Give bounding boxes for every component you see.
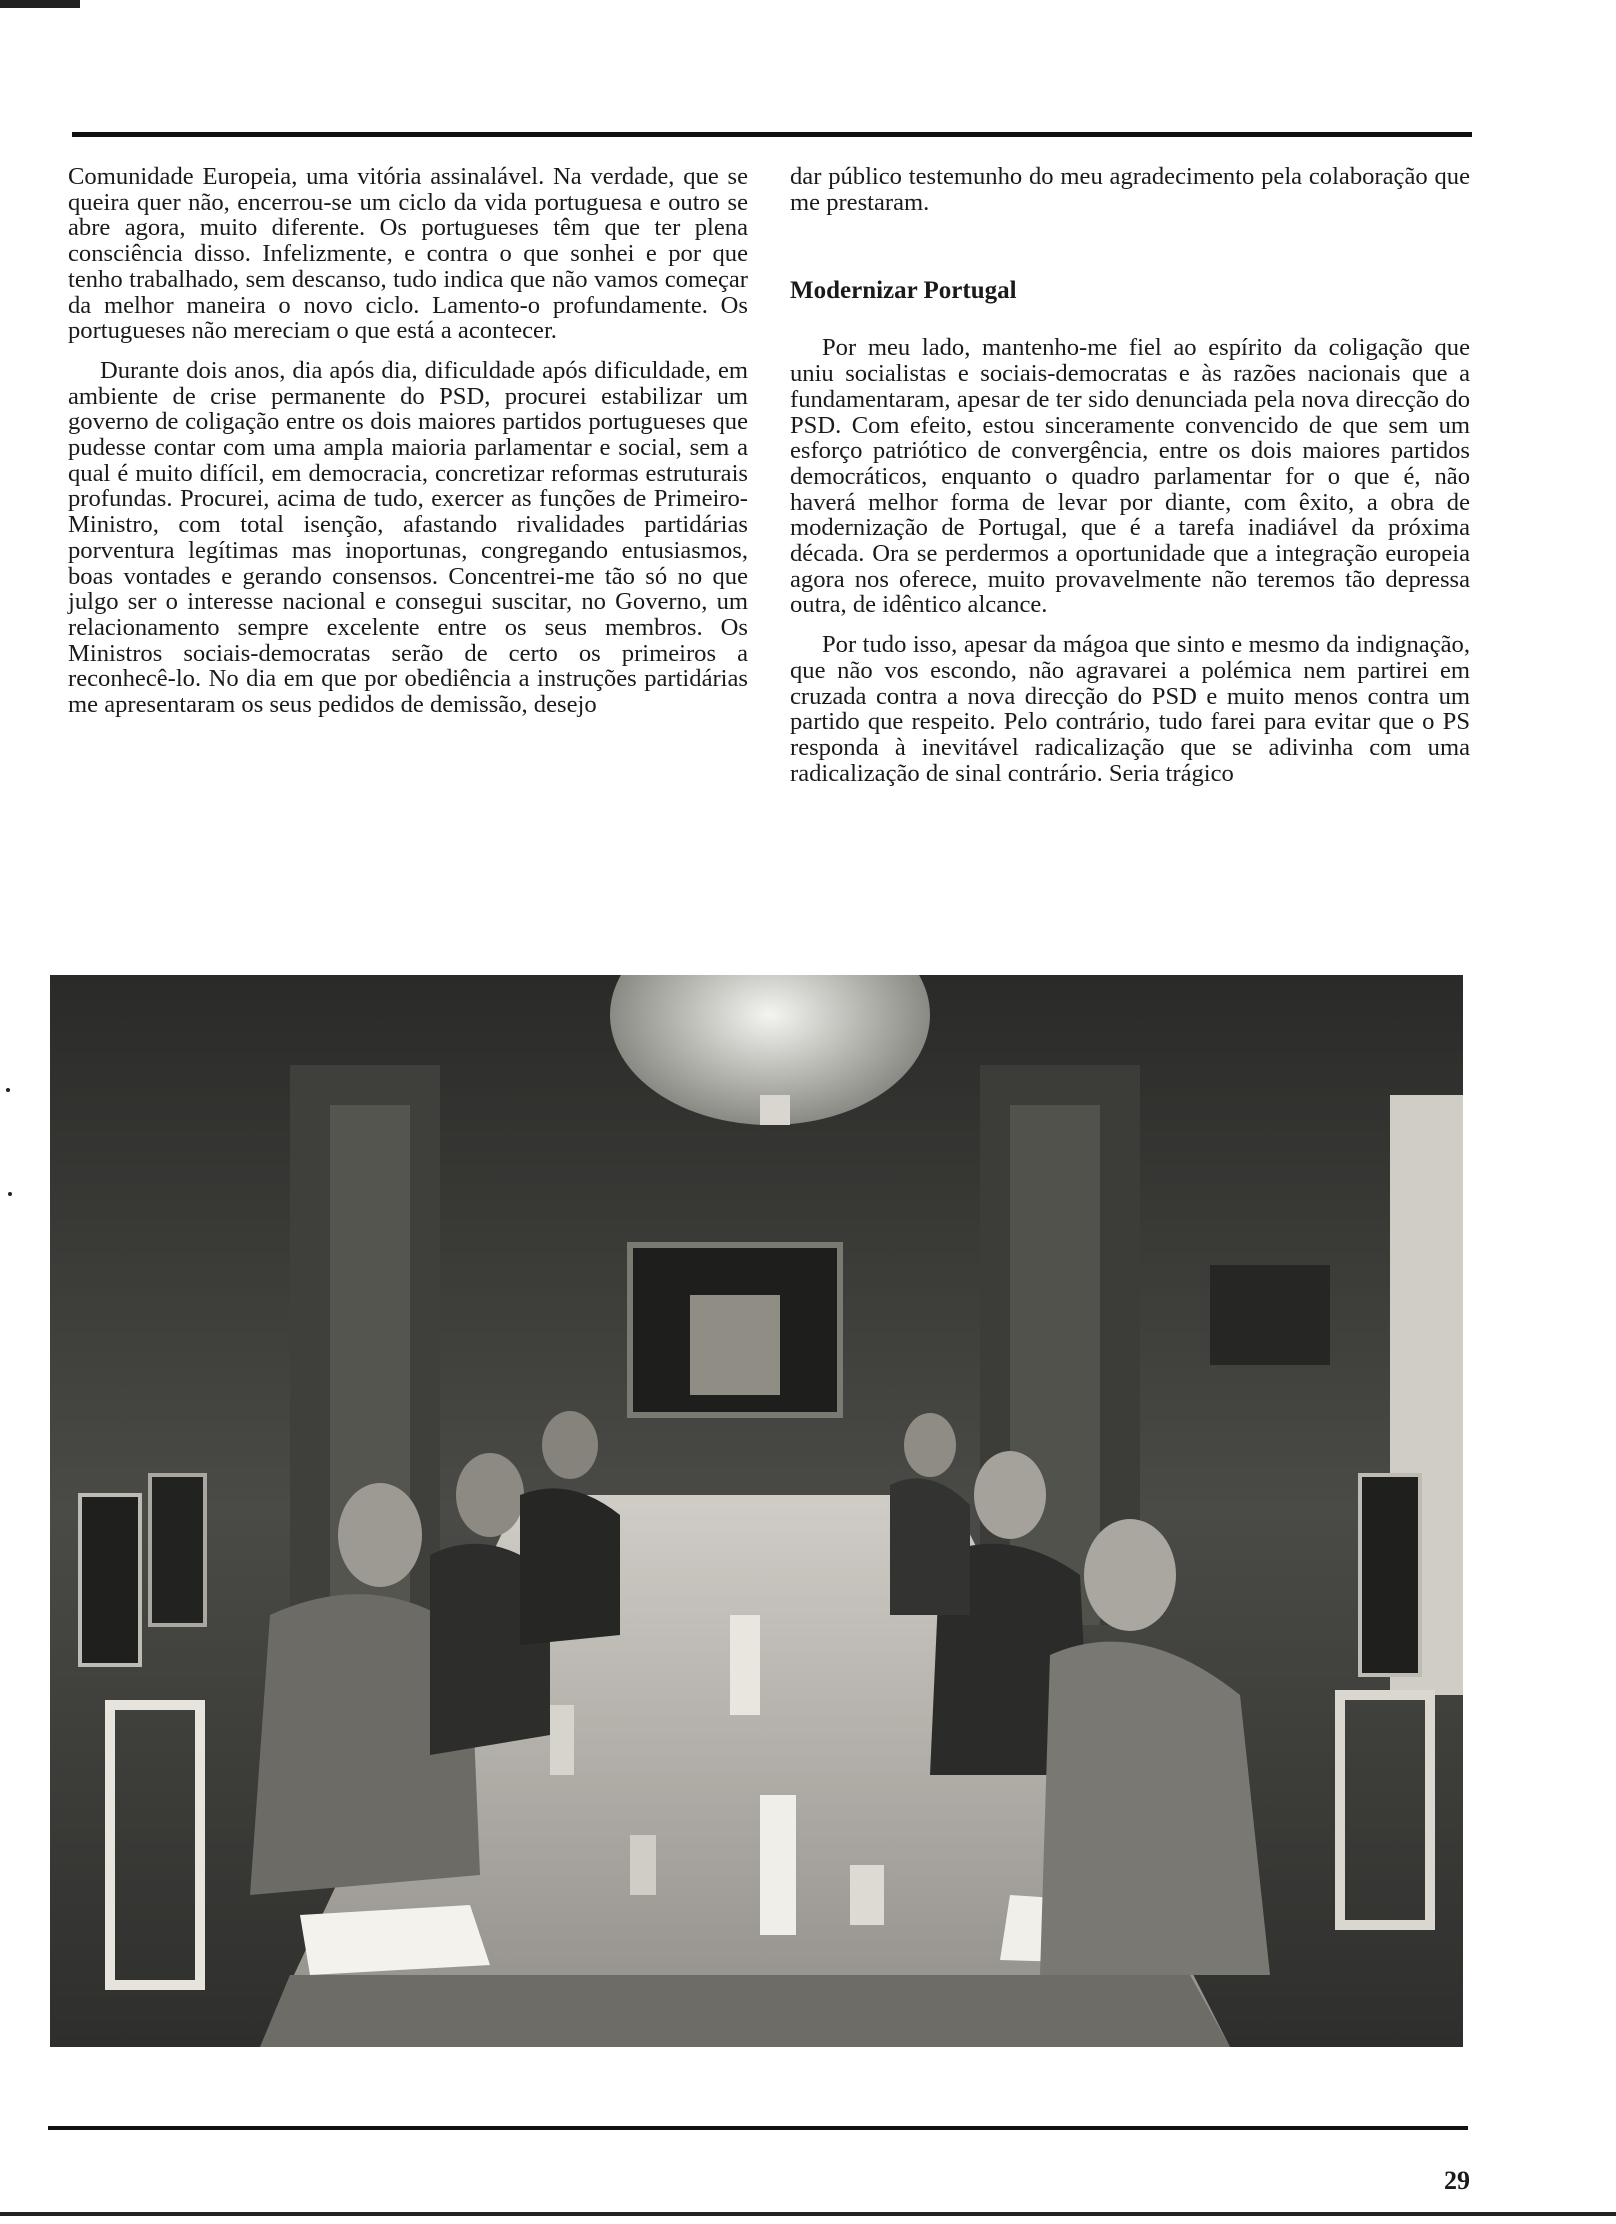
paragraph: dar público testemunho do meu agradecimento pela colaboração que me prestaram.	[790, 163, 1470, 216]
photo-illustration	[50, 975, 1463, 2047]
scan-bottom-edge	[0, 2212, 1616, 2216]
meeting-photograph	[50, 975, 1463, 2047]
page-number: 29	[1444, 2166, 1470, 2195]
scan-corner-mark	[0, 0, 80, 8]
scan-speck	[8, 1192, 12, 1196]
paragraph: Por meu lado, mantenho-me fiel ao espírito da coligação que uniu socialistas e sociais-democratas e às razões nacionais que a fundamentaram, apesar de ter sido denunciada pela nova direcção do PSD. Com efeito, estou sinceramente convencido de que sem um esforço patriótico de convergência, entre os dois maiores partidos democráticos, enquanto o quadro parlamentar for o que é, não haverá melhor forma de levar por diante, com êxito, a obra de modernização de Portugal, que é a tarefa inadiável da próxima década. Ora se perdermos a oportunidade que a integração europeia agora nos oferece, muito provavelmente não teremos tão depressa outra, de idêntico alcance.	[790, 334, 1470, 619]
article-body	[68, 164, 1478, 954]
paragraph: Durante dois anos, dia após dia, dificuldade após dificuldade, em ambiente de crise permanente do PSD, procurei estabilizar um governo de coligação entre os dois maiores partidos portugueses que pudesse contar com uma ampla maioria parlamentar e social, sem a qual é muito difícil, em democracia, concretizar reformas estruturais profundas. Procurei, acima de tudo, exercer as funções de Primeiro-Ministro, com total isenção, afastando rivalidades partidárias porventura legítimas mas inoportunas, congregando entusiasmos, boas vontades e gerando consensos. Concentrei-me tão só no que julgo ser o interesse nacional e consegui suscitar, no Governo, um relacionamento sempre excelente entre os seus membros. Os Ministros sociais-democratas serão de certo os primeiros a reconhecê-lo. No dia em que por obediência a instruções partidárias me apresentaram os seus pedidos de demissão, desejo	[68, 356, 748, 719]
bottom-rule	[48, 2126, 1468, 2130]
section-heading: Modernizar Portugal	[790, 277, 1017, 305]
right-column	[790, 164, 1470, 800]
left-column	[68, 164, 748, 732]
paragraph: Comunidade Europeia, uma vitória assinalável. Na verdade, que se queira quer não, encerrou-se um ciclo da vida portuguesa e outro se abre agora, muito diferente. Os portugueses têm que ter plena consciência disso. Infelizmente, e contra o que sonhei e por que tenho trabalhado, sem descanso, tudo indica que não vamos começar da melhor maneira o novo ciclo. Lamento-o profundamente. Os portugueses não mereciam o que está a acontecer.	[68, 163, 748, 345]
paragraph: Por tudo isso, apesar da mágoa que sinto e mesmo da indignação, que não vos escondo, não agravarei a polémica nem partirei em cruzada contra a nova direcção do PSD e muito menos contra um partido que respeito. Pelo contrário, tudo farei para evitar que o PS responda à inevitável radicalização que se adivinha com uma radicalização de sinal contrário. Seria trágico	[790, 631, 1470, 787]
top-rule	[72, 132, 1472, 137]
scan-speck	[6, 1088, 10, 1092]
